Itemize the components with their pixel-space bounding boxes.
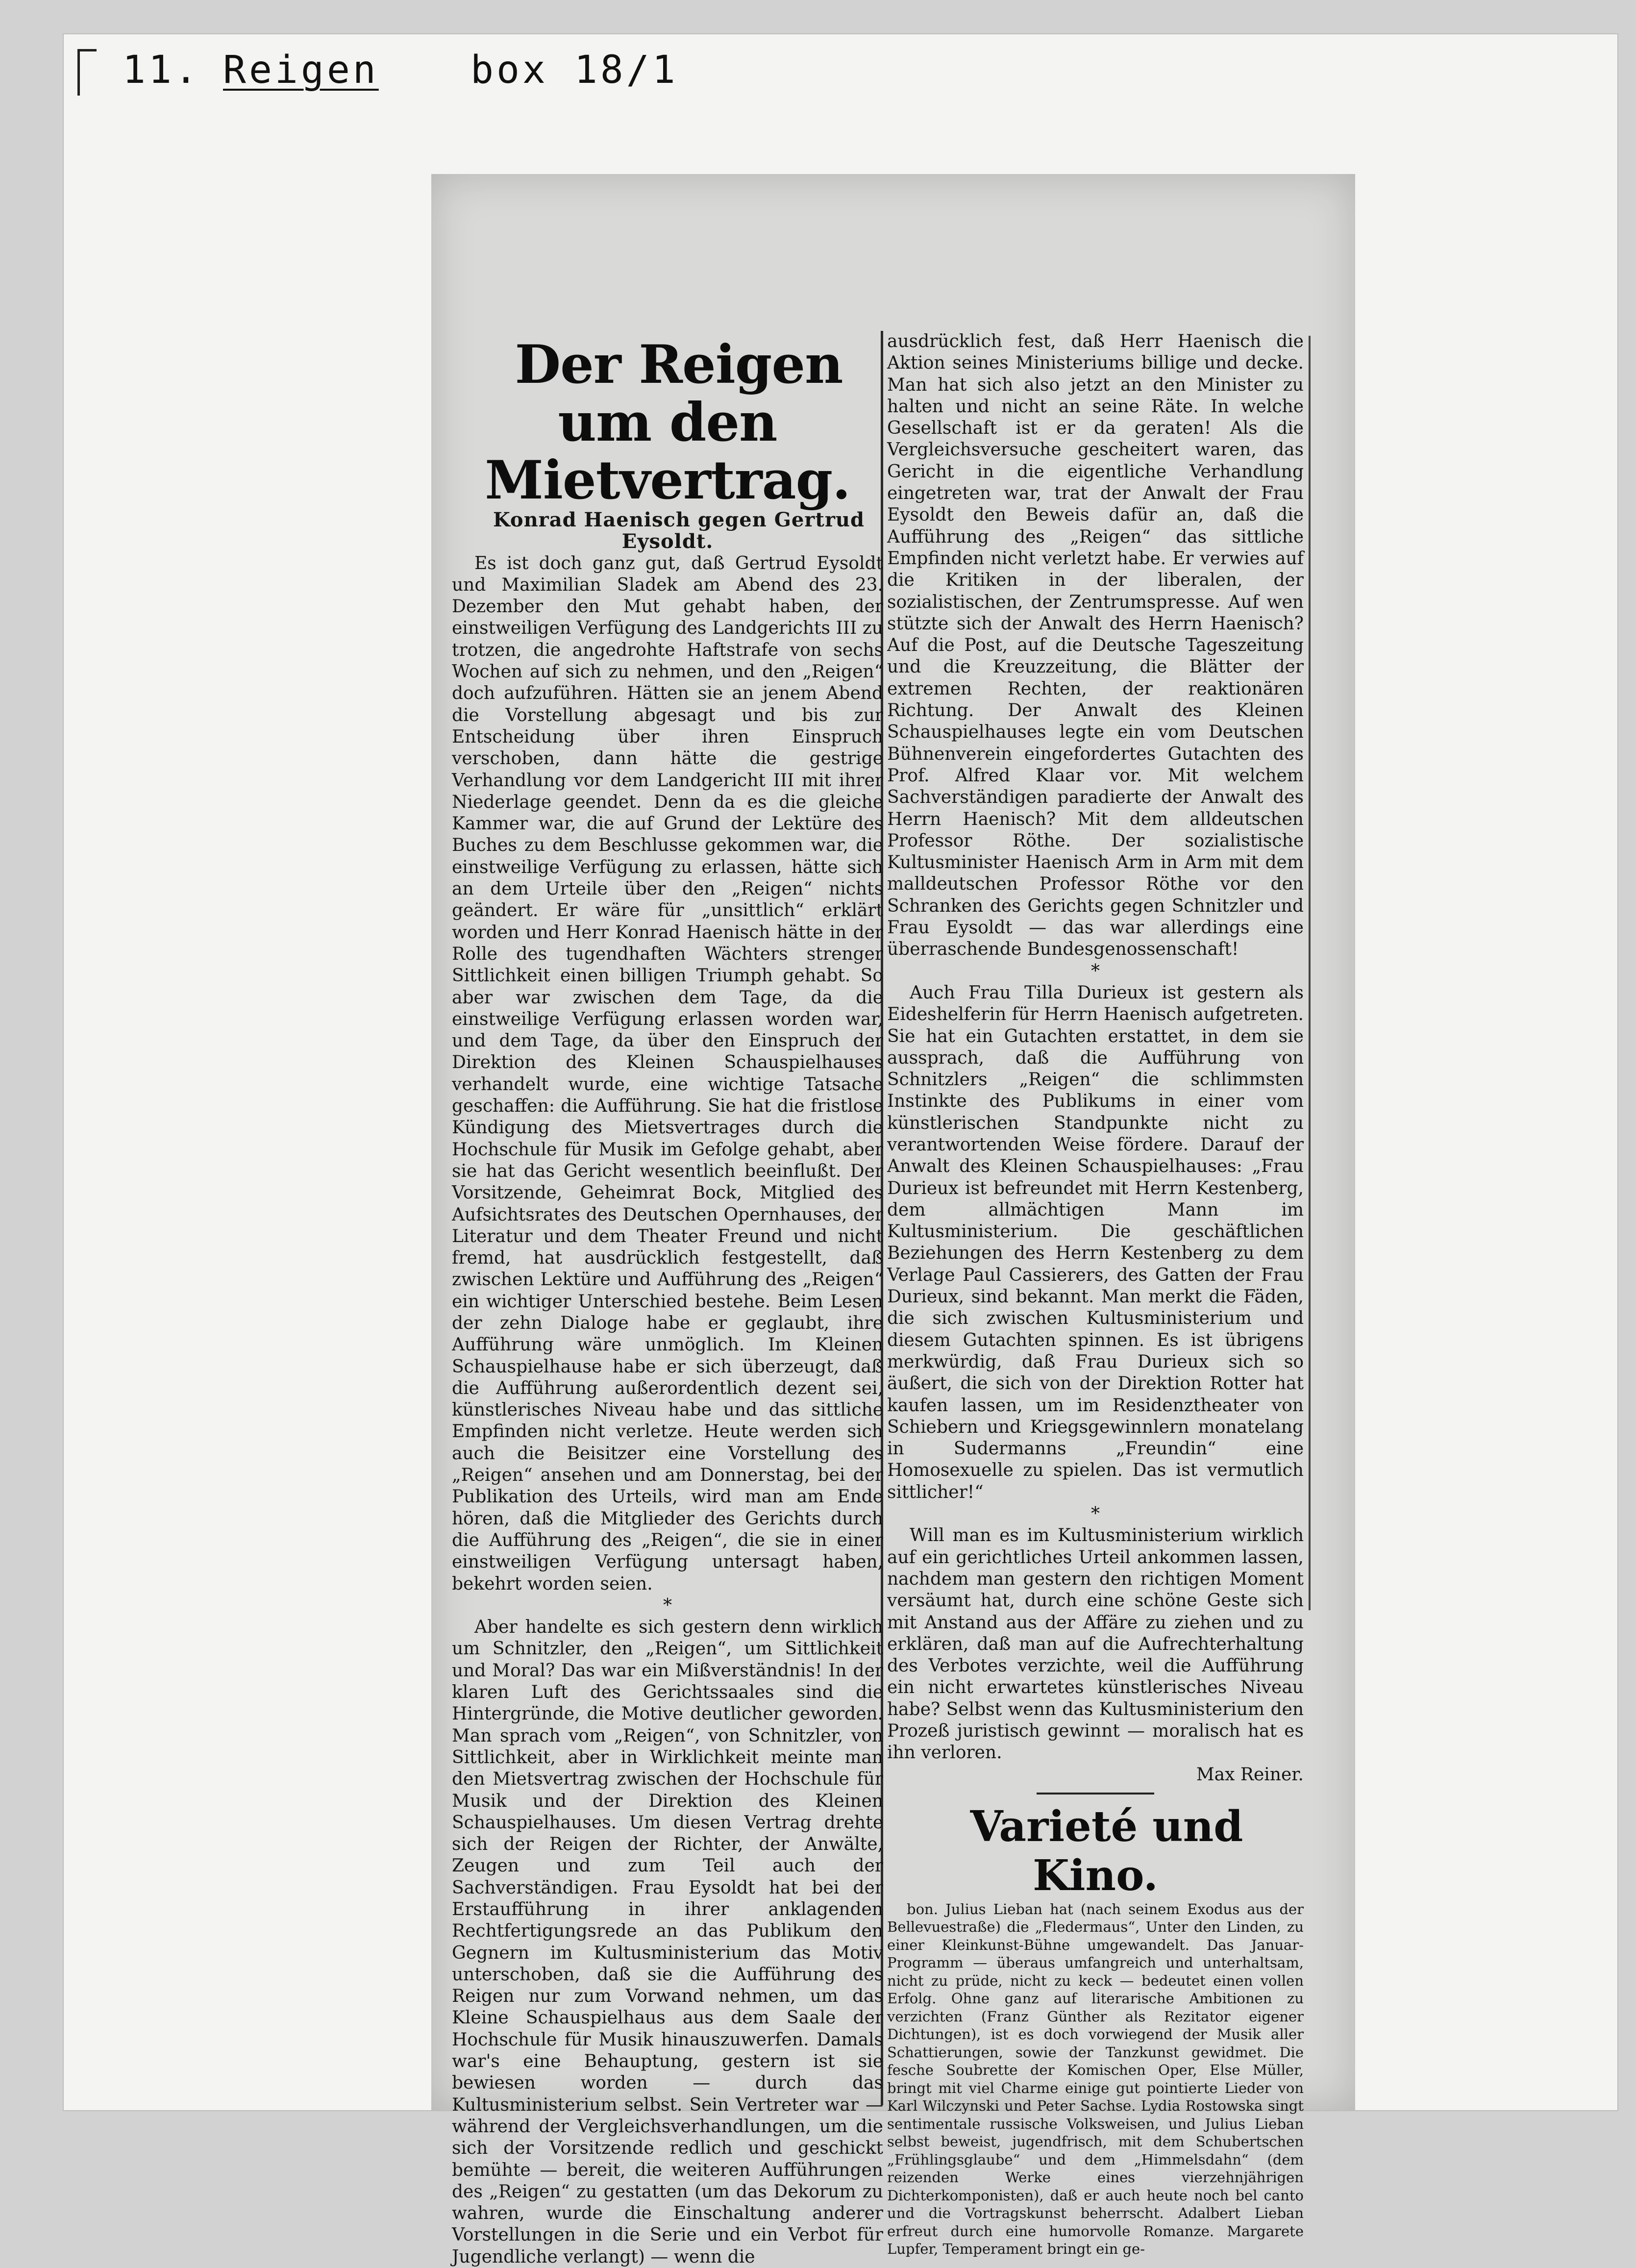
- corner-bracket-mark: [77, 49, 97, 96]
- article-right-column: [887, 331, 1304, 2258]
- box-label: box 18/1: [471, 48, 678, 92]
- article-left-column: [452, 336, 883, 2268]
- column-border-right: [1309, 336, 1311, 1610]
- folder-title: Reigen: [223, 48, 379, 92]
- article-paragraph: Auch Frau Tilla Durieux ist gestern als Eideshelferin für Herrn Haenisch aufgetreten. Sie hat ein Gutachten erstattet, in dem sie aussprach, daß die Aufführung von Schnitzlers „Reigen“ die schlimmsten Instinkte des Publikums in einer vom künstlerischen Standpunkte nicht zu verantwortenden Weise fördere. Darauf der Anwalt des Kleinen Schauspielhauses: „Frau Durieux ist befreundet mit Herrn Kestenberg, dem allmächtigen Mann im Kultusministerium. Die geschäftlichen Beziehungen des Herrn Kestenberg zu dem Verlage Paul Cassierers, des Gatten der Frau Durieux, sind bekannt. Man merkt die Fäden, die sich zwischen Kultusministerium und diesem Gutachten spinnen. Es ist übrigens merkwürdig, daß Frau Durieux sich so äußert, die sich von der Direktion Rotter hat kaufen lassen, um im Residenztheater von Schiebern und Kriegsgewinnlern monatelang in Sudermanns „Freundin“ eine Homosexuelle zu spielen. Das ist vermutlich sittlicher!“: [887, 982, 1304, 1502]
- headline-line-1: Der Reigen: [515, 334, 843, 396]
- newspaper-clipping: [431, 174, 1355, 2267]
- article-paragraph: bon. Julius Lieban hat (nach seinem Exodus aus der Bellevuestraße) die „Fledermaus“, Unter den Linden, zu einer Kleinkunst-Bühne umgewandelt. Das Januar-Programm — überaus umfangreich und unterhaltsam, nicht zu prüde, nicht zu keck — bedeutet einen vollen Erfolg. Ohne ganz auf literarische Ambitionen zu verzichten (Franz Günther als Rezitator eigener Dichtungen), ist es doch vorwiegend der Musik aller Schattierungen, sowie der Tanzkunst gewidmet. Die fesche Soubrette der Komischen Oper, Else Müller, bringt mit viel Charme einige gut pointierte Lieder von Karl Wilczynski und Peter Sachse. Lydia Rostowska singt sentimentale russische Volksweisen, und Julius Lieban selbst beweist, jugendfrisch, mit dem Schubertschen „Frühlingsglaube“ und dem „Himmelsdahn“ (dem reizenden Werke eines vierzehnjährigen Dichterkomponisten), daß er auch heute noch bel canto und die Vortragskunst beherrscht. Adalbert Lieban erfreut durch eine humorvolle Romanze. Margarete Lupfer, Temperament bringt ein ge-: [887, 1900, 1304, 2258]
- article-paragraph: Es ist doch ganz gut, daß Gertrud Eysoldt und Maximilian Sladek am Abend des 23. Dezember den Mut gehabt haben, der einstweiligen Verfügung des Landgerichts III zu trotzen, die angedrohte Haftstrafe von sechs Wochen auf sich zu nehmen, und den „Reigen“ doch aufzuführen. Hätten sie an jenem Abend die Vorstellung abgesagt und bis zur Entscheidung über ihren Einspruch verschoben, dann hätte die gestrige Verhandlung vor dem Landgericht III mit ihrer Niederlage geendet. Denn da es die gleiche Kammer war, die auf Grund der Lektüre des Buches zu dem Beschlusse gekommen war, die einstweilige Verfügung zu erlassen, hätte sich an dem Urteile über den „Reigen“ nichts geändert. Er wäre für „unsittlich“ erklärt worden und Herr Konrad Haenisch hätte in der Rolle des tugendhaften Wächters strenger Sittlichkeit einen billigen Triumph gehabt. So aber war zwischen dem Tage, da die einstweilige Verfügung erlassen worden war, und dem Tage, da über den Einspruch der Direktion des Kleinen Schauspielhauses verhandelt wurde, eine wichtige Tatsache geschaffen: die Aufführung. Sie hat die fristlose Kündigung des Mietsvertrages durch die Hochschule für Musik im Gefolge gehabt, aber sie hat das Gericht wesentlich beeinflußt. Der Vorsitzende, Geheimrat Bock, Mitglied des Aufsichtsrates des Deutschen Opernhauses, der Literatur und dem Theater Freund und nicht fremd, hat ausdrücklich festgestellt, daß zwischen Lektüre und Aufführung des „Reigen“ ein wichtiger Unterschied bestehe. Beim Lesen der zehn Dialoge habe er geglaubt, ihre Aufführung wäre unmöglich. Im Kleinen Schauspielhause habe er sich überzeugt, daß die Aufführung außerordentlich dezent sei, künstlerisches Niveau habe und das sittliche Empfinden nicht verletze. Heute werden sich auch die Beisitzer eine Vorstellung des „Reigen“ ansehen und am Donnerstag, bei der Publikation des Urteils, wird man am Ende hören, daß die Mitglieder des Gerichts durch die Aufführung des „Reigen“, die sie in einer einstweiligen Verfügung untersagt haben, bekehrt worden seien.: [452, 553, 883, 1594]
- article-paragraph: Will man es im Kultusministerium wirklich auf ein gerichtliches Urteil ankommen lassen, nachdem man gestern den richtigen Moment versäumt hat, durch eine schöne Geste sich mit Anstand aus der Affäre zu ziehen und zu erklären, daß man auf die Aufrechterhaltung des Verbotes verzichte, weil die Aufführung ein nicht erwartetes künstlerisches Niveau habe? Selbst wenn das Kultusministerium den Prozeß juristisch gewinnt — moralisch hat es ihn verloren.: [887, 1525, 1304, 1763]
- varietee-article: [887, 1900, 1304, 2258]
- article-headline: [452, 336, 883, 509]
- section-separator: *: [663, 1595, 672, 1616]
- section-separator: *: [1091, 961, 1100, 981]
- article-rule: [1037, 1793, 1154, 1794]
- section-separator: *: [1091, 1504, 1100, 1524]
- article-subhead: Konrad Haenisch gegen Gertrud Eysoldt.: [493, 508, 865, 553]
- section-headline: Varieté und Kino.: [970, 1801, 1243, 1900]
- headline-line-2: um den Mietvertrag.: [485, 392, 850, 511]
- author-signature: Max Reiner.: [1196, 1764, 1304, 1785]
- folder-number: 11.: [123, 48, 200, 92]
- article-paragraph: Aber handelte es sich gestern denn wirklich um Schnitzler, den „Reigen“, um Sittlichkeit und Moral? Das war ein Mißverständnis! In der klaren Luft des Gerichtssaales sind die Hintergründe, die Motive deutlicher geworden. Man sprach vom „Reigen“, von Schnitzler, von Sittlichkeit, aber in Wirklichkeit meinte man den Mietsvertrag zwischen der Hochschule für Musik und der Direktion des Kleinen Schauspielhauses. Um diesen Vertrag drehte sich der Reigen der Richter, der Anwälte, Zeugen und zum Teil auch der Sachverständigen. Frau Eysoldt hat bei der Erstaufführung in ihrer anklagenden Rechtfertigungsrede an das Publikum den Gegnern im Kultusministerium das Motiv unterschoben, daß sie die Aufführung des Reigen nur zum Vorwand nehmen, um das Kleine Schauspielhaus aus dem Saale der Hochschule für Musik hinauszuwerfen. Damals war's eine Behauptung, gestern ist sie bewiesen worden — durch das Kultusministerium selbst. Sein Vertreter war — während der Vergleichsverhandlungen, um die sich der Vorsitzende redlich und geschickt bemühte — bereit, die weiteren Aufführungen des „Reigen“ zu gestatten (um das Dekorum zu wahren, wurde die Einschaltung anderer Vorstellungen in die Serie und ein Verbot für Jugendliche verlangt) — wenn die: [452, 1617, 883, 2267]
- article-paragraph: ausdrücklich fest, daß Herr Haenisch die Aktion seines Ministeriums billige und decke. Man hat sich also jetzt an den Minister zu halten und nicht an seine Räte. In welche Gesellschaft ist er da geraten! Als die Vergleichsversuche gescheitert waren, das Gericht in die eigentliche Verhandlung eingetreten war, trat der Anwalt der Frau Eysoldt den Beweis dafür an, daß die Aufführung des „Reigen“ das sittliche Empfinden nicht verletzt habe. Er verwies auf die Kritiken in der liberalen, der sozialistischen, der Zentrumspresse. Auf wen stützte sich der Anwalt des Herrn Haenisch? Auf die Post, auf die Deutsche Tageszeitung und die Kreuzzeitung, die Blätter der extremen Rechten, der reaktionären Richtung. Der Anwalt des Kleinen Schauspielhauses legte ein vom Deutschen Bühnenverein eingefordertes Gutachten des Prof. Alfred Klaar vor. Mit welchem Sachverständigen paradierte der Anwalt des Herrn Haenisch? Mit dem alldeutschen Professor Röthe. Der sozialistische Kultusminister Haenisch Arm in Arm mit dem malldeutschen Professor Röthe vor den Schranken des Gerichts gegen Schnitzler und Frau Eysoldt — das war allerdings eine überraschende Bundesgenossenschaft!: [887, 331, 1304, 960]
